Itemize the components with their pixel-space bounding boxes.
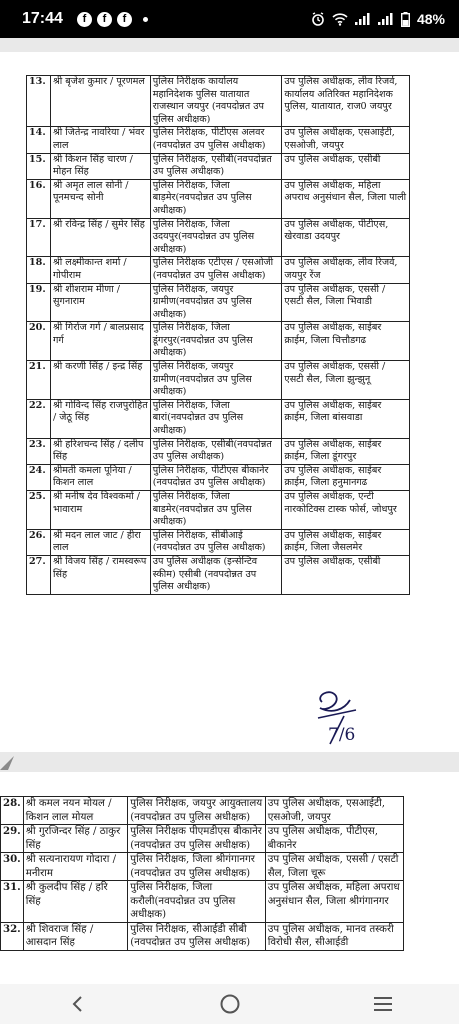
officer-name-cell: श्री जितेन्द्र नावरिया / भंवर लाल [50,127,150,153]
table-row [1,922,404,950]
current-post-cell: पुलिस निरीक्षक, जिला बाड़मेर(नवपदोन्नत उप पुलिस अधीक्षक) [150,179,282,218]
table-row [1,881,404,923]
current-post-cell: पुलिस निरीक्षक पीएमडीएस बीकानेर (नवपदोन्नत उप पुलिस अधीक्षक) [128,825,265,853]
document-page-2 [0,772,459,984]
system-nav-bar [0,984,459,1024]
status-time: 17:44 [22,10,63,27]
new-posting-cell: उप पुलिस अधीक्षक, एसआईटी, एसओजी, जयपुर [282,127,410,153]
current-post-cell: पुलिस निरीक्षक, पीटीएस अलवर (नवपदोन्नत उप पुलिस अधीक्षक) [150,127,282,153]
recents-icon [373,996,393,1012]
serial-number-cell: 25. [27,491,51,530]
signal-icon [378,13,394,25]
new-posting-cell: उप पुलिस अधीक्षक, साईबर क्राईम, जिला हनुमानगढ [282,464,410,490]
serial-number-cell: 13. [27,76,51,127]
new-posting-cell: उप पुलिस अधीक्षक, एससी / एसटी सैल, जिला भिवाडी [282,283,410,322]
table-row [27,361,410,400]
table-row [1,825,404,853]
page-corner-marker [0,756,14,770]
table-row [27,555,410,594]
serial-number-cell: 31. [1,881,24,923]
officer-name-cell: श्रीमती कमला पूनिया / किशन लाल [50,464,150,490]
current-post-cell: पुलिस निरीक्षक, जिला बारां(नवपदोन्नत उप पुलिस अधीक्षक) [150,399,282,438]
table-row [27,127,410,153]
table-row [27,179,410,218]
recents-button[interactable] [363,989,403,1019]
serial-number-cell: 32. [1,922,24,950]
serial-number-cell: 28. [1,797,24,825]
transfer-table-page-2 [0,796,404,951]
back-icon [71,995,83,1013]
serial-number-cell: 17. [27,218,51,257]
serial-number-cell: 18. [27,257,51,283]
serial-number-cell: 23. [27,438,51,464]
signature-date: 7/6 [328,725,356,745]
new-posting-cell: उप पुलिस अधीक्षक, एसआईटी, एसओजी, जयपुर [265,797,403,825]
officer-name-cell: श्री शीशराम मीणा / सुगनाराम [50,283,150,322]
table-row [27,76,410,127]
officer-name-cell: श्री गिर्राज गर्ग / बालप्रसाद गर्ग [50,322,150,361]
table-row [27,322,410,361]
new-posting-cell: उप पुलिस अधीक्षक, साईबर क्राईम, जिला चित्तौडगढ [282,322,410,361]
current-post-cell: पुलिस निरीक्षक कार्यालय महानिदेशक पुलिस यातायात राजस्थान जयपुर (नवपदोन्नत उप पुलिस अधीक्षक) [150,76,282,127]
new-posting-cell: उप पुलिस अधीक्षक, एन्टी नारकोटिक्स टास्क फोर्स, जोधपुर [282,491,410,530]
table-row [27,529,410,555]
new-posting-cell: उप पुलिस अधीक्षक, पीटीएस, बीकानेर [265,825,403,853]
officer-name-cell: श्री मदन लाल जाट / हीरा लाल [50,529,150,555]
officer-name-cell: श्री रविन्द्र सिंह / सुमेर सिंह [50,218,150,257]
current-post-cell: पुलिस निरीक्षक, सीबीआई (नवपदोन्नत उप पुलिस अधीक्षक) [150,529,282,555]
wifi-icon [332,13,348,26]
transfer-table-page-1 [26,75,410,595]
new-posting-cell: उप पुलिस अधीक्षक, लीव रिजर्व, कार्यालय अतिरिक्त महानिदेशक पुलिस, यातायात, राज0 जयपुर [282,76,410,127]
current-post-cell: पुलिस निरीक्षक, जिला करौली(नवपदोन्नत उप पुलिस अधीक्षक) [128,881,265,923]
current-post-cell: पुलिस निरीक्षक, जिला बाडमेर(नवपदोन्नत उप पुलिस अधीक्षक) [150,491,282,530]
officer-name-cell: श्री सत्यनारायण गोदारा / मनीराम [23,853,128,881]
officer-name-cell: श्री कमल नयन मोयल / किशन लाल मोयल [23,797,128,825]
serial-number-cell: 26. [27,529,51,555]
table-row [27,464,410,490]
table-row [27,399,410,438]
serial-number-cell: 19. [27,283,51,322]
current-post-cell: पुलिस निरीक्षक एटीएस / एसओजी (नवपदोन्नत उप पुलिस अधीक्षक) [150,257,282,283]
home-button[interactable] [210,989,250,1019]
serial-number-cell: 22. [27,399,51,438]
new-posting-cell: उप पुलिस अधीक्षक, महिला अपराध अनुसंधान सैल, जिला पाली [282,179,410,218]
serial-number-cell: 24. [27,464,51,490]
notification-icons [77,12,148,27]
signal-icon [355,13,371,25]
new-posting-cell: उप पुलिस अधीक्षक, एससी / एसटी सैल, जिला झुन्झुनू [282,361,410,400]
officer-name-cell: श्री शिवराज सिंह / आसदान सिंह [23,922,128,950]
dot-icon [143,17,148,22]
back-button[interactable] [57,989,97,1019]
status-right [311,11,445,27]
serial-number-cell: 14. [27,127,51,153]
officer-name-cell: श्री गोविन्द सिंह राजपुरोहित / जेठू सिंह [50,399,150,438]
officer-name-cell: श्री अमृत लाल सोनी / पूनमचन्द सोनी [50,179,150,218]
new-posting-cell: उप पुलिस अधीक्षक, लीव रिजर्व, जयपुर रेंज [282,257,410,283]
new-posting-cell: उप पुलिस अधीक्षक, मानव तस्करी विरोधी सैल, सीआईडी [265,922,403,950]
officer-name-cell: श्री किशन सिंह चारण / मोहन सिंह [50,153,150,179]
officer-name-cell: श्री विजय सिंह / रामस्वरूप सिंह [50,555,150,594]
new-posting-cell: उप पुलिस अधीक्षक, पीटीएस, खेरवाडा उदयपुर [282,218,410,257]
serial-number-cell: 20. [27,322,51,361]
serial-number-cell: 29. [1,825,24,853]
officer-name-cell: श्री बृजेश कुमार / पूरणमल [50,76,150,127]
table-row [27,257,410,283]
current-post-cell: पुलिस निरीक्षक, एसीबी(नवपदोन्नत उप पुलिस अधीक्षक) [150,153,282,179]
current-post-cell: पुलिस निरीक्षक, सीआईडी सीबी (नवपदोन्नत उप पुलिस अधीक्षक) [128,922,265,950]
new-posting-cell: उप पुलिस अधीक्षक, एसीबी [282,153,410,179]
new-posting-cell: उप पुलिस अधीक्षक, महिला अपराध अनुसंधान सैल, जिला श्रीगंगानगर [265,881,403,923]
new-posting-cell: उप पुलिस अधीक्षक, साईबर क्राईम, जिला बांसवाडा [282,399,410,438]
current-post-cell: पुलिस निरीक्षक, जयपुर ग्रामीण(नवपदोन्नत उप पुलिस अधीक्षक) [150,361,282,400]
signature-mark [310,682,370,752]
current-post-cell: पुलिस निरीक्षक, जयपुर आयुक्तालय (नवपदोन्नत उप पुलिस अधीक्षक) [128,797,265,825]
current-post-cell: पुलिस निरीक्षक, जयपुर ग्रामीण(नवपदोन्नत उप पुलिस अधीक्षक) [150,283,282,322]
current-post-cell: पुलिस निरीक्षक, जिला डूंगरपुर(नवपदोन्नत उप पुलिस अधीक्षक) [150,322,282,361]
new-posting-cell: उप पुलिस अधीक्षक, एससी / एसटी सैल, जिला चूरू [265,853,403,881]
serial-number-cell: 27. [27,555,51,594]
table-row [1,797,404,825]
new-posting-cell: उप पुलिस अधीक्षक, साईबर क्राईम, जिला डूंगरपुर [282,438,410,464]
new-posting-cell: उप पुलिस अधीक्षक, एसीबी [282,555,410,594]
serial-number-cell: 16. [27,179,51,218]
table-row [27,491,410,530]
alarm-icon [311,12,325,26]
facebook-icon: f [117,12,132,27]
current-post-cell: पुलिस निरीक्षक, पीटीएस बीकानेर (नवपदोन्नत उप पुलिस अधीक्षक) [150,464,282,490]
table-row [27,153,410,179]
table-row [27,218,410,257]
current-post-cell: पुलिस निरीक्षक, जिला उदयपुर(नवपदोन्नत उप पुलिस अधीक्षक) [150,218,282,257]
table-row [1,853,404,881]
table-row [27,283,410,322]
document-viewer[interactable] [0,38,459,984]
home-icon [219,993,241,1015]
table-row [27,438,410,464]
officer-name-cell: श्री करणी सिंह / इन्द्र सिंह [50,361,150,400]
battery-icon [401,12,410,27]
serial-number-cell: 15. [27,153,51,179]
current-post-cell: उप पुलिस अधीक्षक (इन्सेन्टिव स्कीम) एसीबी (नवपदोन्नत उप पुलिस अधीक्षक) [150,555,282,594]
serial-number-cell: 30. [1,853,24,881]
facebook-icon: f [77,12,92,27]
battery-level: 48% [416,11,445,27]
officer-name-cell: श्री कुलदीप सिंह / हरि सिंह [23,881,128,923]
facebook-icon: f [97,12,112,27]
status-bar [0,0,459,38]
new-posting-cell: उप पुलिस अधीक्षक, साईबर क्राईम, जिला जैसलमेर [282,529,410,555]
officer-name-cell: श्री लक्ष्मीकान्त शर्मा / गोपीराम [50,257,150,283]
current-post-cell: पुलिस निरीक्षक, एसीबी(नवपदोन्नत उप पुलिस अधीक्षक) [150,438,282,464]
officer-name-cell: श्री मनीष देव विश्वकर्मा / भावाराम [50,491,150,530]
officer-name-cell: श्री हरिशचन्द सिंह / दलीप सिंह [50,438,150,464]
document-page-1 [0,52,459,752]
serial-number-cell: 21. [27,361,51,400]
officer-name-cell: श्री गुरजिन्दर सिंह / ठाकुर सिंह [23,825,128,853]
current-post-cell: पुलिस निरीक्षक, जिला श्रीगंगानगर (नवपदोन्नत उप पुलिस अधीक्षक) [128,853,265,881]
